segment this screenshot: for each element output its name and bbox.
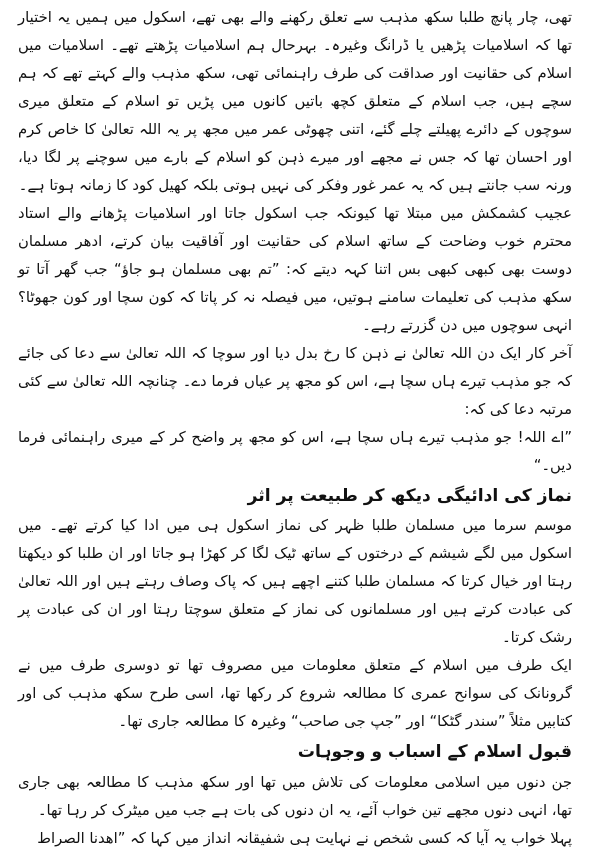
section-heading: نماز کی ادائیگی دیکھ کر طبیعت پر اثر: [247, 486, 572, 506]
paragraph: پہلا خواب یہ آیا کہ کسی شخص نے نہایت ہی شفیقانہ انداز میں کہا کہ ”اھدنا الصراط: [37, 829, 572, 847]
paragraph: ایک طرف میں اسلام کے متعلق معلومات میں مصروف تھا تو دوسری طرف میں نے گرونانک کی سوانح عمری کا مطالعہ شروع کر رکھا تھا، اسی طرح سکھ مذہب کی اور کتابیں مثلاً ”سندر گٹکا“ اور ”جپ جی صاحب“ وغیرہ کا مطالعہ جاری تھا۔: [18, 657, 572, 731]
paragraph: موسم سرما میں مسلمان طلبا ظہر کی نماز اسکول ہی میں ادا کیا کرتے تھے۔ میں اسکول میں لگے شیشم کے درختوں کے ساتھ ٹیک لگا کر کھڑا ہو جاتا اور ان طلبا کو دیکھتا رہتا اور خیال کرتا کہ مسلمان طلبا کتنے اچھے ہیں کہ پاک وصاف رہتے ہیں اور اللہ تعالیٰ کی عبادت کرتے ہیں اور مسلمانوں کی نماز کے متعلق سوچتا رہتا اور ان کی عبادت پر رشک کرتا۔: [18, 517, 572, 647]
document-page: [18, 4, 572, 861]
paragraph: عجیب کشمکش میں مبتلا تھا کیونکہ جب اسکول جاتا اور اسلامیات پڑھانے والے استاد محترم خوب وضاحت کے ساتھ اسلام کی حقانیت اور آفاقیت بیان کرتے، ادھر مسلمان دوست بھی کبھی کبھی بس اتنا کہہ دیتے کہ: ”تم بھی مسلمان ہو جاؤ“ جب گھر آتا تو سکھ مذہب کی تعلیمات سامنے ہوتیں، میں فیصلہ نہ کر پاتا کہ کون سچا اور کون جھوٹا؟ انہی سوچوں میں دن گزرتے رہے۔: [18, 205, 572, 334]
quoted-prayer: ”اے اللہ! جو مذہب تیرے ہاں سچا ہے، اس کو مجھ پر واضح کر کے میری راہنمائی فرما دیں۔“: [18, 429, 572, 474]
section-heading: قبول اسلام کے اسباب و وجوہات: [297, 742, 572, 763]
paragraph: تھی، چار پانچ طلبا سکھ مذہب سے تعلق رکھنے والے بھی تھے، اسکول میں ہمیں یہ اختیار تھا کہ اسلامیات پڑھیں یا ڈرانگ وغیرہ۔ بہرحال ہم اسلامیات پڑھتے تھے۔ اسلامیات میں اسلام کی حقانیت اور صداقت کی طرف راہنمائی تھی، سکھ مذہب والے کہتے تھے کہ ہم سچے ہیں، جب اسلام کے متعلق کچھ باتیں کانوں میں پڑیں تو اسلام کے متعلق میری سوچوں کے دائرے پھیلتے چلے گئے، اتنی چھوٹی عمر میں مجھ پر یہ اللہ تعالیٰ کا خاص کرم اور احسان تھا کہ جس نے مجھے اور میرے ذہن کو اسلام کے بارے میں سوچنے پر لگا دیا، ورنہ سب جانتے ہیں کہ یہ عمر غور وفکر کی نہیں ہوتی بلکہ کھیل کود کا زمانہ ہوتا ہے۔: [18, 9, 572, 194]
paragraph: جن دنوں میں اسلامی معلومات کی تلاش میں تھا اور سکھ مذہب کا مطالعہ بھی جاری تھا، انہی دنوں مجھے تین خواب آئے، یہ ان دنوں کی بات ہے جب میں میٹرک کر رہا تھا۔: [18, 773, 572, 819]
paragraph: آخر کار ایک دن اللہ تعالیٰ نے ذہن کا رخ بدل دیا اور سوچا کہ اللہ تعالیٰ سے دعا کی جائے کہ جو مذہب تیرے ہاں سچا ہے، اس کو مجھ پر عیاں فرما دے۔ چنانچہ اللہ تعالیٰ سے کئی مرتبہ دعا کی کہ:: [18, 345, 572, 418]
